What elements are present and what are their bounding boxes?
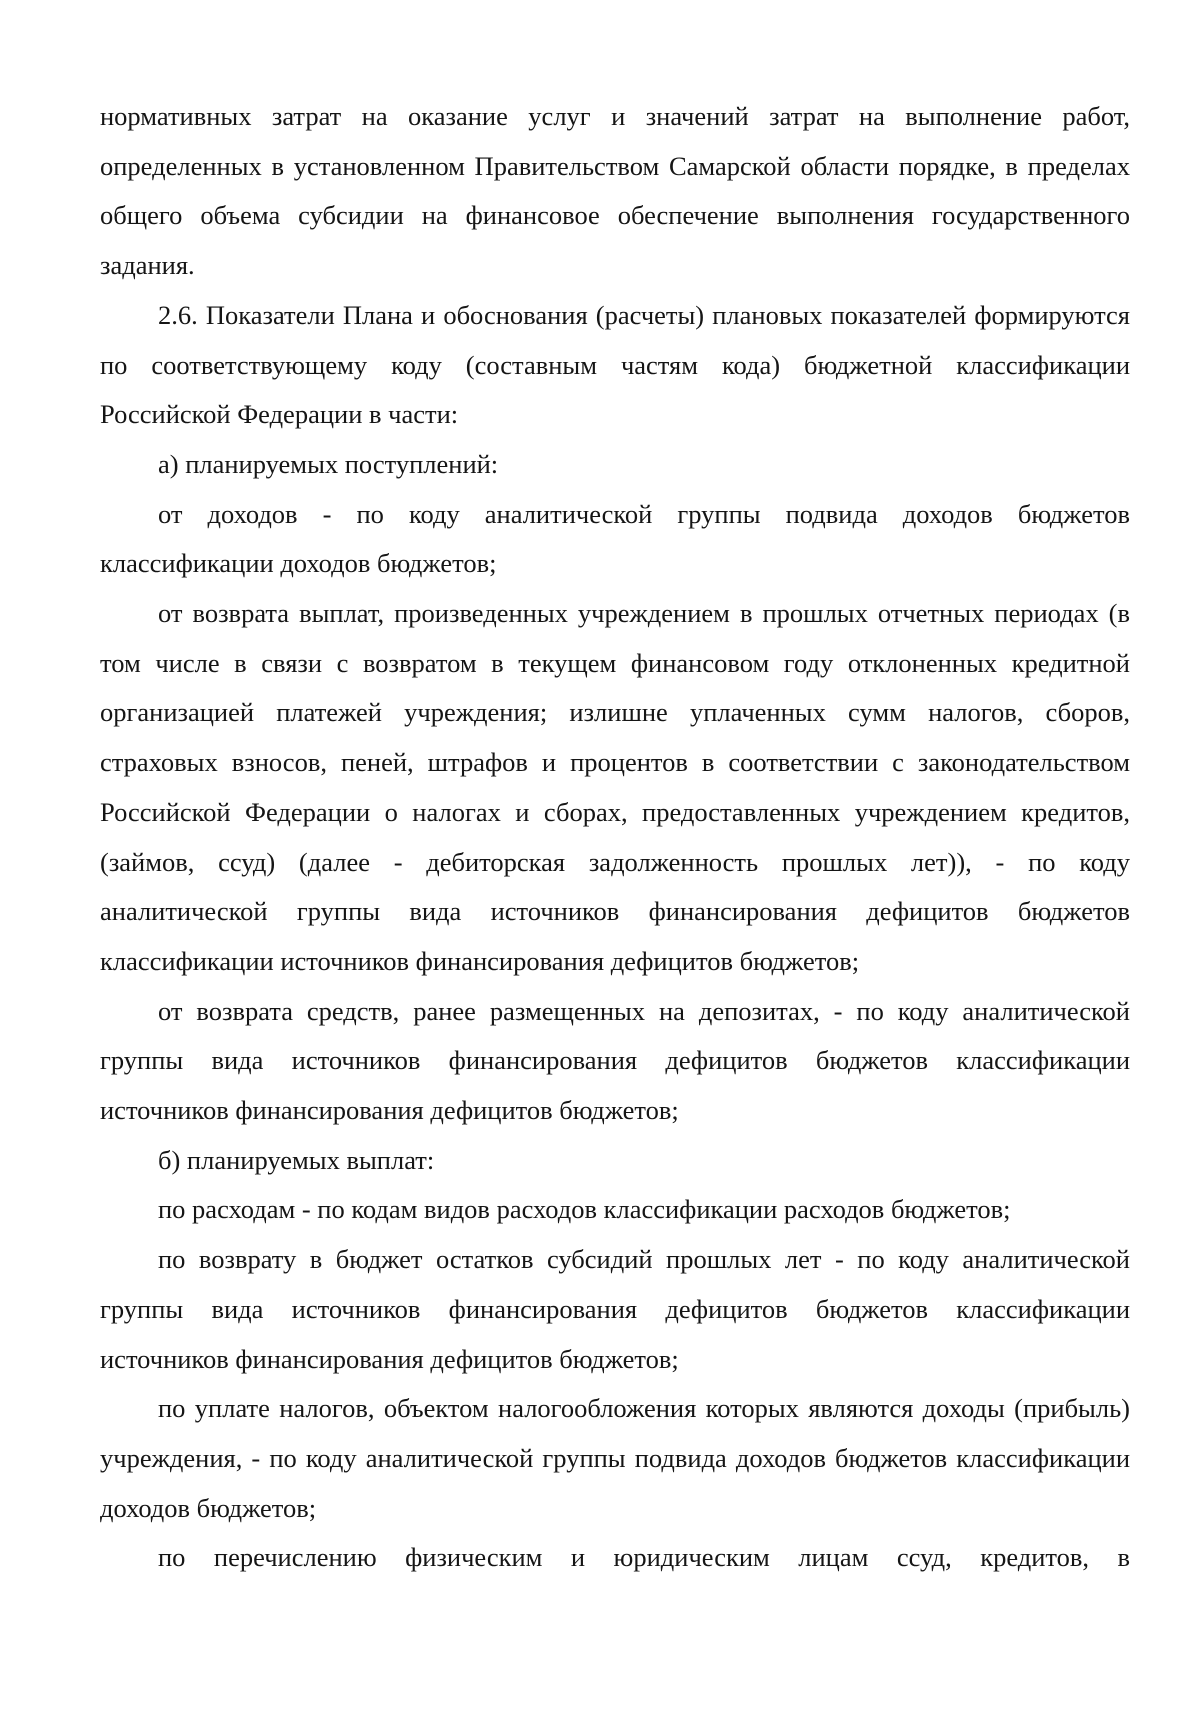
paragraph-continuation: нормативных затрат на оказание услуг и значений затрат на выполнение работ, определенных в установленном Правительством Самарской области порядке, в пределах общего объема субсидии на финансовое обеспечение выполнения государственного задания. (100, 101, 1130, 281)
document-body (100, 92, 1130, 1583)
paragraph-planned-receipts: а) планируемых поступлений: (158, 448, 499, 479)
paragraph-subsidy-return: по возврату в бюджет остатков субсидий прошлых лет - по коду аналитической группы вида источников финансирования дефицитов бюджетов классификации источников финансирования дефицитов бюджетов; (100, 1244, 1130, 1374)
paragraph-tax-payment: по уплате налогов, объектом налогообложения которых являются доходы (прибыль) учреждения, - по коду аналитической группы подвида доходов бюджетов классификации доходов бюджетов; (100, 1393, 1130, 1523)
paragraph-payment-refunds: от возврата выплат, произведенных учреждением в прошлых отчетных периодах (в том числе в связи с возвратом в текущем финансовом году отклоненных кредитной организацией платежей учреждения; излишне уплаченных сумм налогов, сборов, страховых взносов, пеней, штрафов и процентов в соответствии с законодательством Российской Федерации о налогах и сборах, предоставленных учреждением кредитов, (займов, ссуд) (далее - дебиторская задолженность прошлых лет)), - по коду аналитической группы вида источников финансирования дефицитов бюджетов классификации источников финансирования дефицитов бюджетов; (100, 598, 1130, 976)
paragraph-section-2-6: 2.6. Показатели Плана и обоснования (расчеты) плановых показателей формируются по соответствующему коду (составным частям кода) бюджетной классификации Российской Федерации в части: (100, 299, 1130, 430)
paragraph-loans-transfer: по перечислению физическим и юридическим лицам ссуд, кредитов, в (158, 1542, 1130, 1573)
paragraph-planned-payments: б) планируемых выплат: (158, 1144, 435, 1175)
paragraph-deposit-refunds: от возврата средств, ранее размещенных на депозитах, - по коду аналитической группы вида источников финансирования дефицитов бюджетов классификации источников финансирования дефицитов бюджетов; (100, 995, 1130, 1126)
paragraph-income: от доходов - по коду аналитической группы подвида доходов бюджетов классификации доходов бюджетов; (100, 498, 1130, 579)
paragraph-expenses: по расходам - по кодам видов расходов классификации расходов бюджетов; (158, 1194, 1011, 1225)
